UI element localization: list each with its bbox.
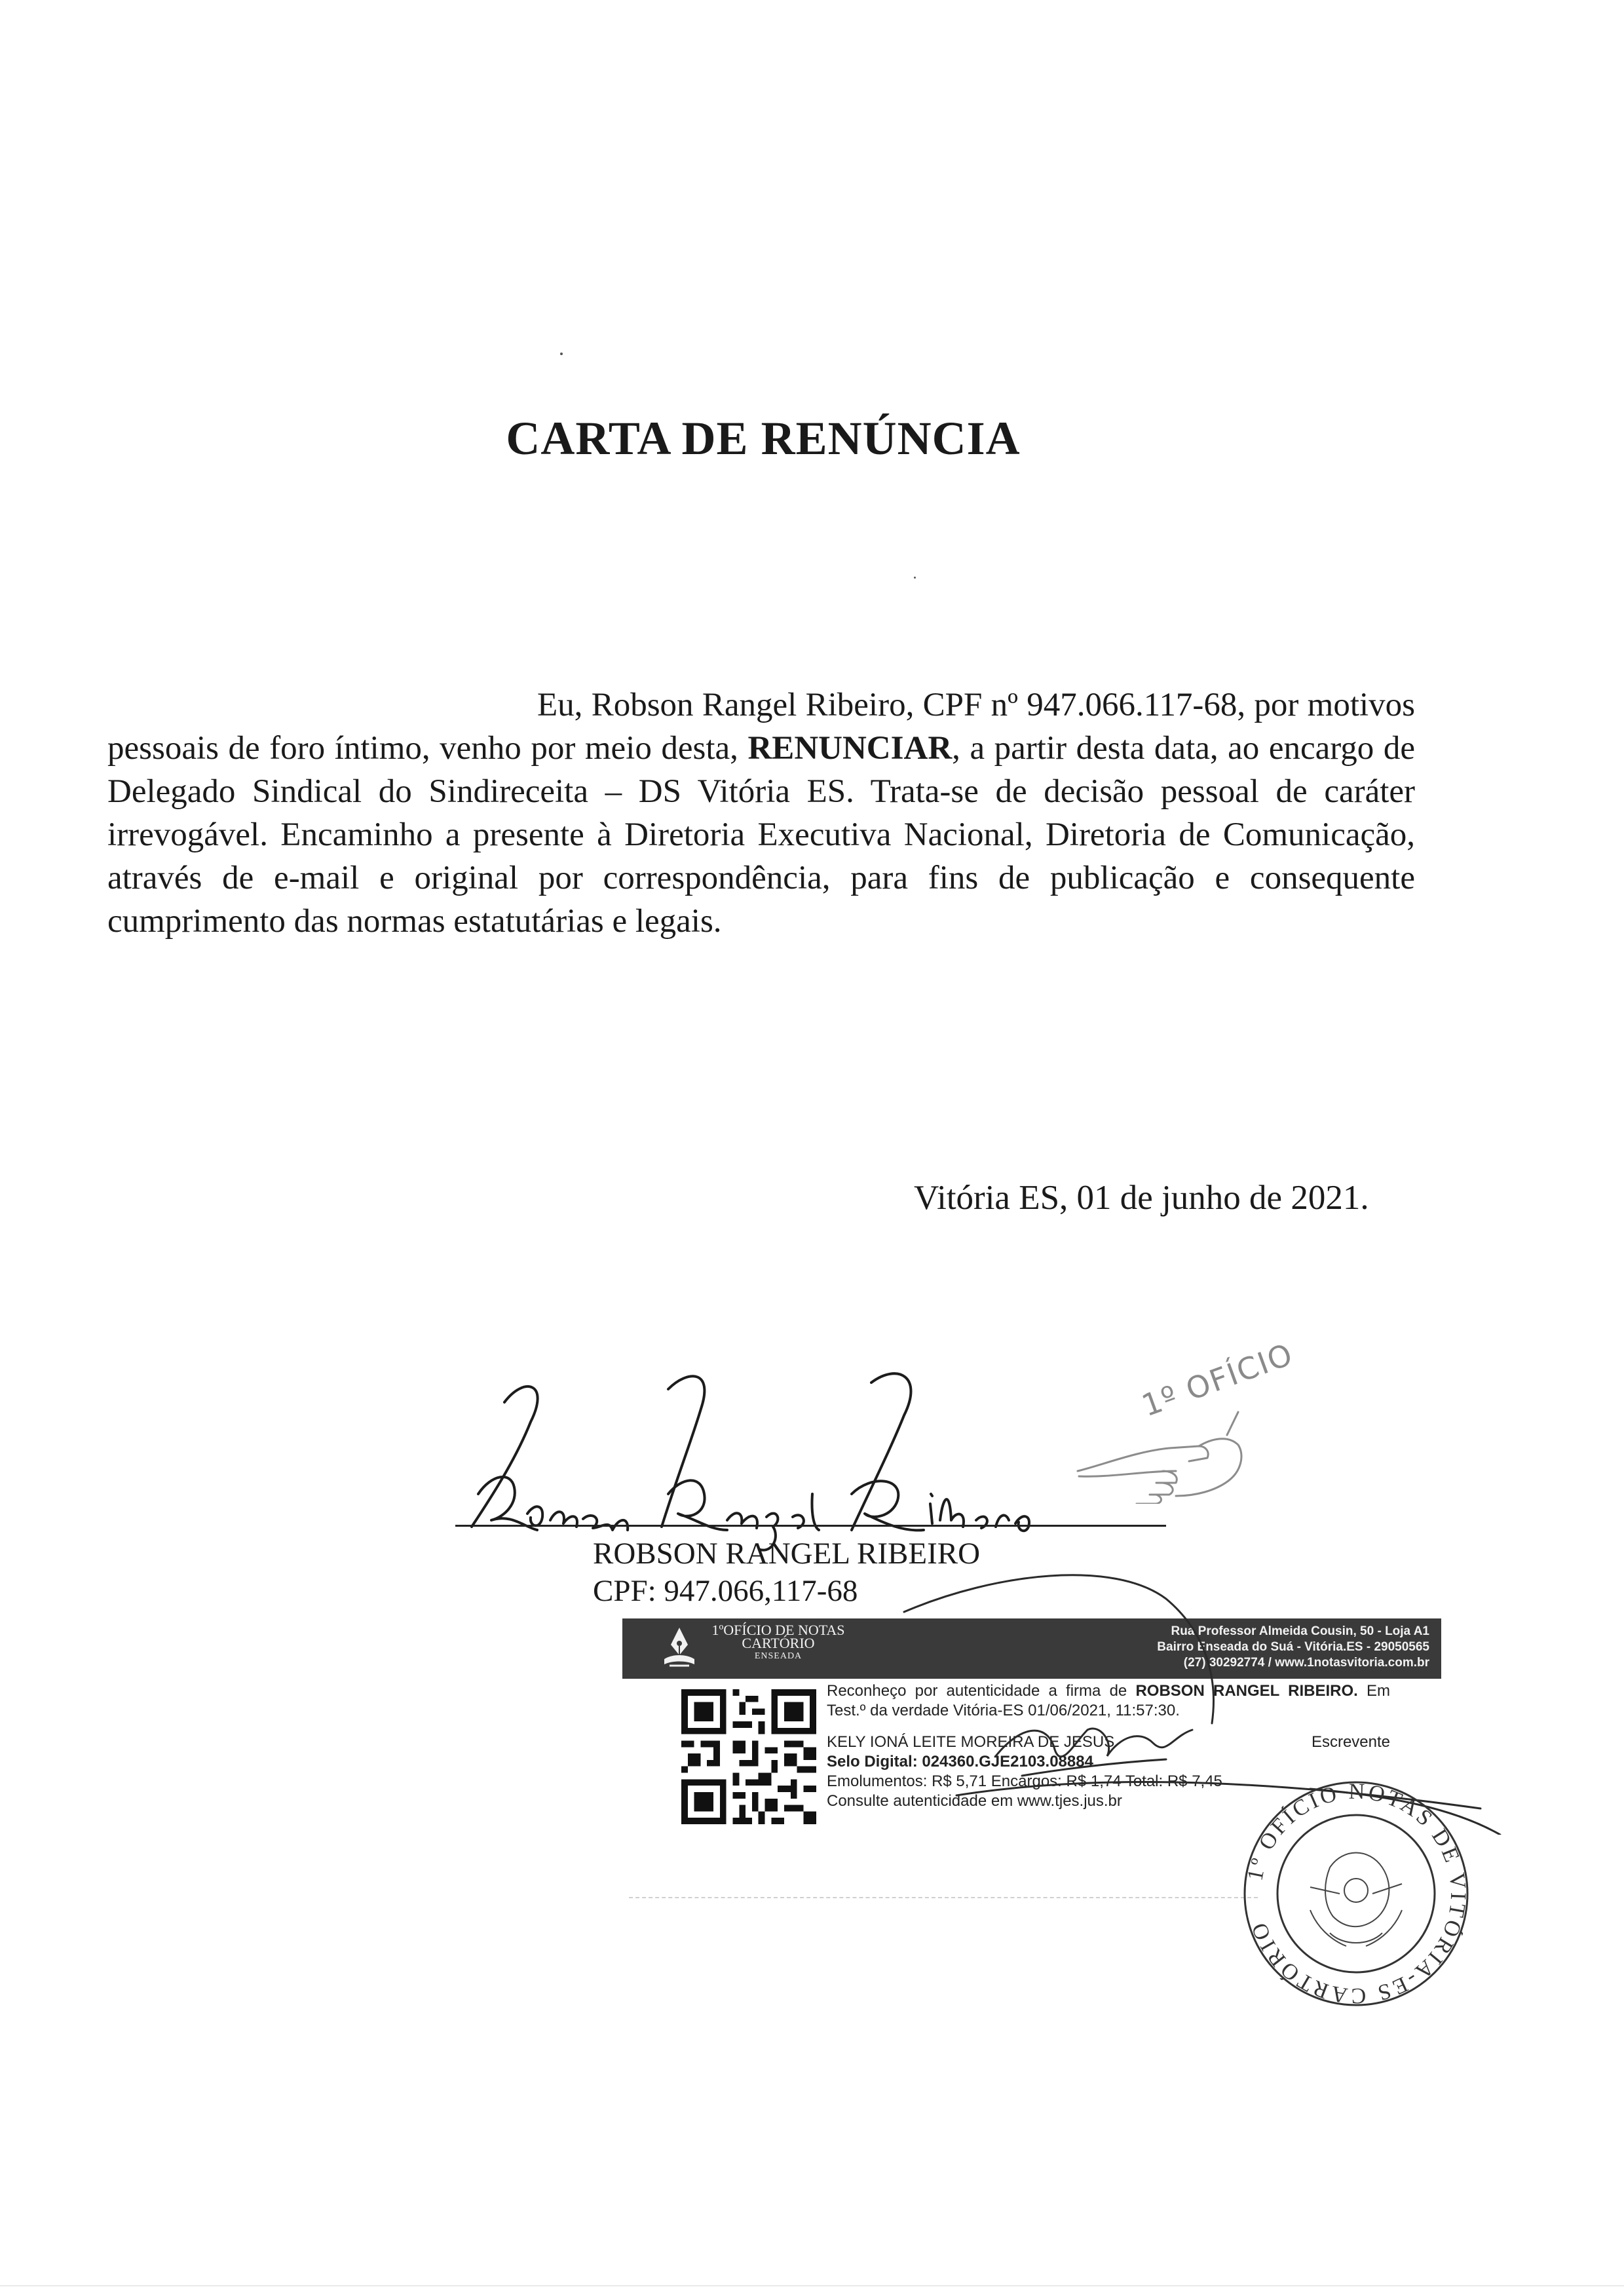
scan-speck	[914, 577, 916, 579]
recognition-name: ROBSON RANGEL RIBEIRO.	[1135, 1682, 1358, 1700]
letter-body-part1: Eu, Robson Rangel Ribeiro, CPF nº 947.066.117-68, por motivos pessoais de foro íntimo, venho por meio desta,	[107, 687, 1415, 767]
clerk-role: Escrevente	[1311, 1733, 1390, 1751]
scan-speck	[560, 353, 563, 355]
recognition-suffix: Em Test.º da verdade Vitória-ES 01/06/2021, 11:57:30.	[827, 1682, 1390, 1719]
signature-line	[455, 1525, 1166, 1527]
stamp-separator	[629, 1897, 1258, 1898]
fees-line: Emolumentos: R$ 5,71 Encargos: R$ 1,74 Total: R$ 7,45	[827, 1772, 1222, 1790]
letter-body-bold: RENUNCIAR	[747, 730, 953, 767]
hand-stamp-label: 1º OFÍCIO	[1137, 1335, 1298, 1424]
notary-round-seal-lettering	[1232, 1769, 1481, 2018]
letter-title: CARTA DE RENÚNCIA	[506, 412, 1021, 465]
signer-name: ROBSON RANGEL RIBEIRO	[593, 1537, 981, 1571]
notary-address-line2: Bairro Enseada do Suá - Vitória.ES - 29050565	[1157, 1640, 1429, 1654]
consult-line: Consulte autenticidade em www.tjes.jus.br	[827, 1792, 1122, 1810]
date-line: Vitória ES, 01 de junho de 2021.	[914, 1179, 1369, 1217]
digital-seal-label: Selo Digital:	[827, 1753, 922, 1770]
notary-office-line3: ENSEADA	[754, 1651, 803, 1661]
letter-body	[107, 683, 1415, 943]
signer-cpf: CPF: 947.066,117-68	[593, 1574, 858, 1608]
svg-text:1º OFÍCIO NOTAS DE VITÓRIA-ES	[1243, 1780, 1470, 2008]
handwritten-signature	[452, 1363, 1166, 1559]
clerk-name: KELY IONÁ LEITE MOREIRA DE JESUS	[827, 1733, 1115, 1751]
notary-address-line3: (27) 30292774 / www.1notasvitoria.com.br	[1183, 1656, 1429, 1670]
notary-office-line2: CARTÓRIO	[742, 1635, 815, 1651]
recognition-prefix: Reconheço por autenticidade a firma de	[827, 1682, 1136, 1700]
digital-seal-code: 024360.GJE2103.08884	[922, 1753, 1093, 1770]
letter-body-part2: , a partir desta data, ao encargo de Delegado Sindical do Sindireceita – DS Vitória ES. Trata-se de decisão pessoal de caráter irrevogável. Encaminho a presente à Diretoria Executiva Nacional, Diretoria de Comunicação, através de e-mail e original por correspondência, para fins de publicação e consequente cumprimento das normas estatutárias e legais.	[107, 730, 1415, 940]
seal-text-path: 1º OFÍCIO NOTAS DE VITÓRIA-ES CARTÓRIO	[1243, 1779, 1471, 2008]
notary-address-line1: Rua Professor Almeida Cousin, 50 - Loja A1	[1171, 1624, 1429, 1638]
notary-office-line1: 1ºOFÍCIO DE NOTAS	[711, 1622, 845, 1638]
